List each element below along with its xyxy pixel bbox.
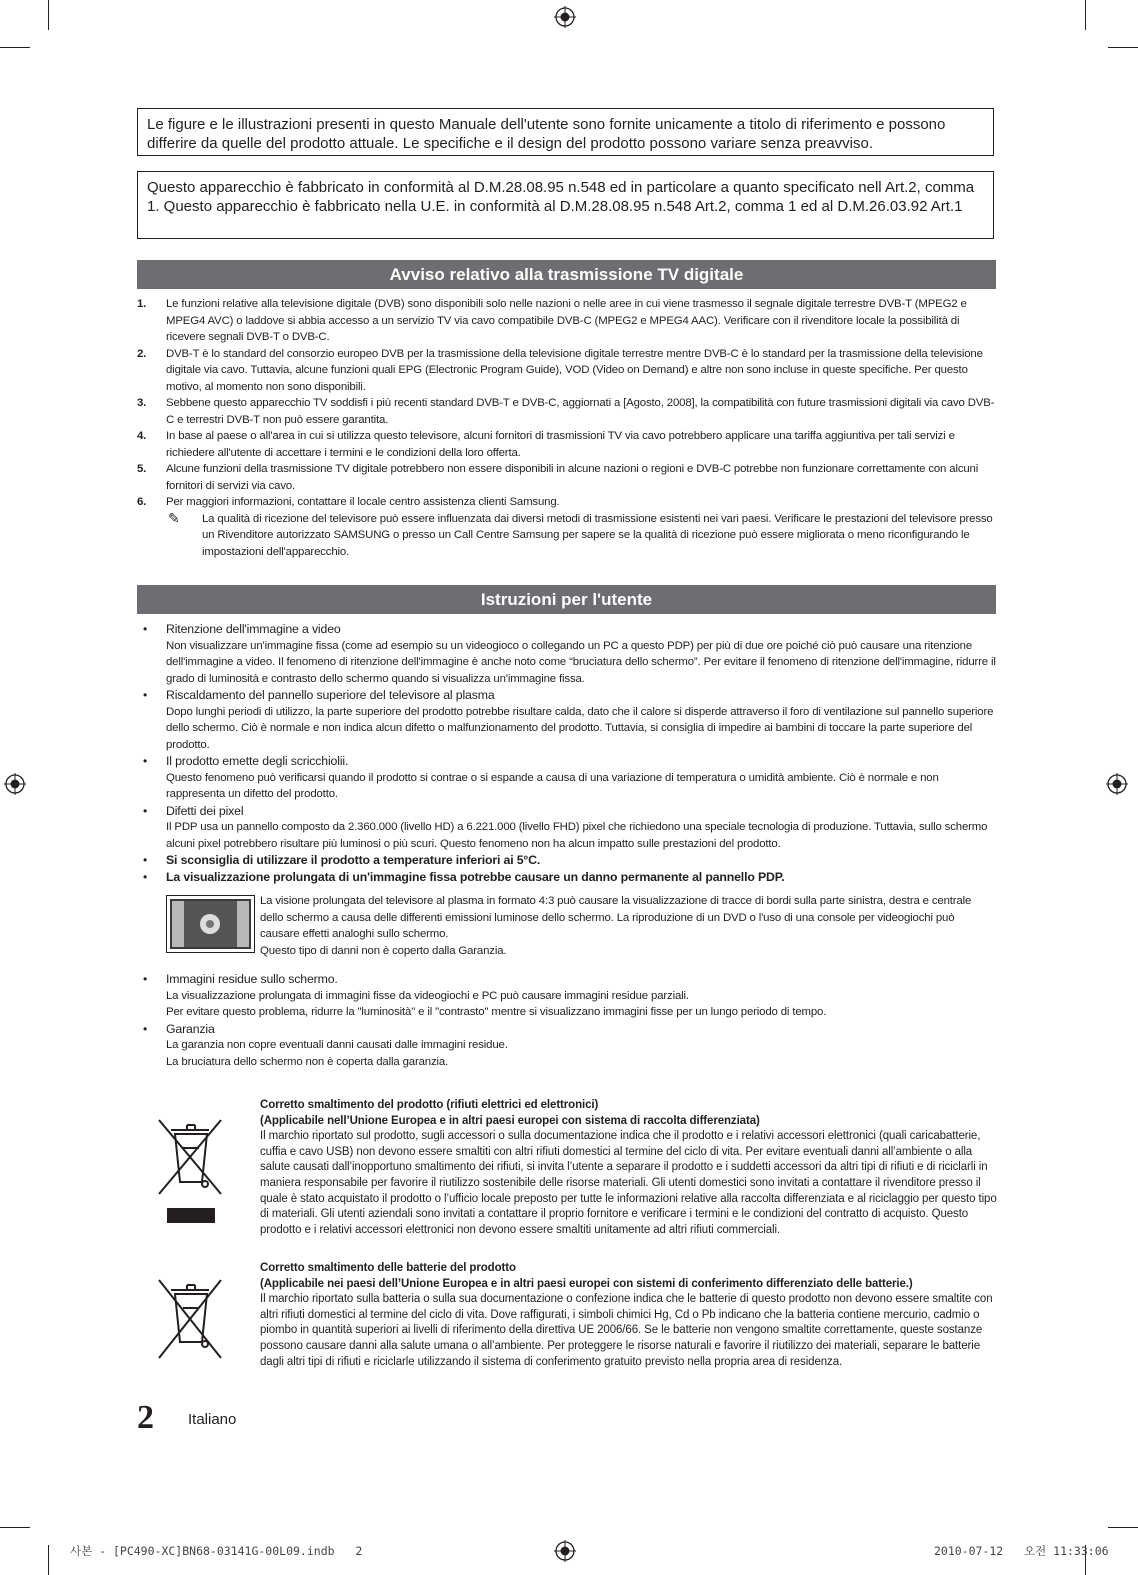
list-item: • La visualizzazione prolungata di un'immagine fissa potrebbe causare un danno permanente al pannello PDP. [137, 869, 999, 886]
list-item: • Difetti dei pixel Il PDP usa un pannello composto da 2.360.000 (livello HD) a 6.221.000 (livello FHD) pixel che richiedono una speciale tecnologia di produzione. Tuttavia, sullo schermo alcuni pixel potrebbero risultare più luminosi o più scuri. Questo fenomeno non ha alcun impatto sulle prestazioni del prodotto. [137, 803, 999, 853]
notice-text: Questo apparecchio è fabbricato in conformità al D.M.28.08.95 n.548 ed in particolare a quanto specificato nell Art.2, comma 1. Questo apparecchio è fabbricato nella U.E. in conformità al D.M.28.08.95 n.548 Art.2, comma 1 ed al D.M.26.03.92 Art.1 [147, 179, 975, 215]
list-item: • Immagini residue sullo schermo. La visualizzazione prolungata di immagini fisse da videogiochi e PC può causare immagini residue parziali. Per evitare questo problema, ridurre la "luminosità" e il "contrasto" mentre si visualizzano immagini fisse per un lungo periodo di tempo. [137, 971, 999, 1021]
list-item: 4. In base al paese o all'area in cui si utilizza questo televisore, alcuni fornitori di trasmissioni TV via cavo potrebbero applicare una tariffa aggiuntiva per tali servizi e richiedere all'utente di accettare i termini e le condizioni della loro offerta. [137, 430, 955, 459]
crop-mark [48, 1545, 49, 1575]
list-item: • Si sconsiglia di utilizzare il prodotto a temperature inferiori ai 5°C. [137, 852, 999, 869]
weee-battery-text: Corretto smaltimento delle batterie del prodotto (Applicabile nei paesi dell’Unione Europea e in altri paesi europei con sistemi di conferimento differenziato delle batterie.) Il marchio riportato sulla batteria o sulla sua documentazione o confezione indica che le batterie di questo prodotto non devono essere smaltite con altri rifiuti domestici al termine del ciclo di vita. Dove raffigurati, i simboli chimici Hg, Cd o Pb indicano che la batteria contiene mercurio, cadmio o piombo in quantità superiori ai livelli di riferimento della direttiva UE 2006/66. Se le batterie non vengono smaltite correttamente, queste sostanze possono causare danni alla salute umana o all’ambiente. Per proteggere le risorse naturali e favorire il riutilizzo dei materiali, separare le batterie dagli altri tipi di rifiuti e riciclarle utilizzando il sistema di conferimento gratuito previsto nella propria area di residenza. [260, 1262, 993, 1368]
list-item: • Riscaldamento del pannello superiore del televisore al plasma Dopo lunghi periodi di utilizzo, la parte superiore del prodotto potrebbe risultare calda, dato che il calore si disperde attraverso il foro di ventilazione sul pannello superiore dello schermo. Ciò è normale e non indica alcun difetto o malfunzionamento del prodotto. Tuttavia, si consiglia di impedire ai bambini di toccare la parte superiore del prodotto. [137, 687, 999, 753]
registration-mark-icon [1106, 773, 1128, 795]
screen-burn-note: La visione prolungata del televisore al plasma in formato 4:3 può causare la visualizzazione di tracce di bordi sulla parte sinistra, destra e centrale dello schermo a causa delle differenti emissioni luminose dello schermo. La riproduzione di un DVD o l'uso di una console per videogiochi può causare effetti analoghi sullo schermo. Questo tipo di danni non è coperto dalla Garanzia. [260, 895, 972, 957]
notice-box-figures [137, 108, 994, 156]
list-item: 5. Alcune funzioni della trasmissione TV digitale potrebbero non essere disponibili in alcune nazioni o regioni e DVB-C potrebbe non funzionare correttamente con alcuni fornitori di servizi via cavo. [137, 463, 979, 492]
print-slug-right: 2010-07-12 오전 11:33:06 [934, 1544, 1109, 1558]
list-item: • Ritenzione dell'immagine a video Non visualizzare un'immagine fissa (come ad esempio su un videogioco o collegando un PC a questo PDP) per più di due ore poiché ciò può causare una ritenzione dell'immagine a video. Il fenomeno di ritenzione dell'immagine è anche noto come “bruciatura dello schermo”. Per evitare il fenomeno di ritenzione dell'immagine, ridurre il grado di luminosità e contrasto dello schermo quando si visualizza un'immagine fissa. [137, 621, 999, 687]
section-header-user-instructions: Istruzioni per l'utente [137, 585, 996, 614]
print-slug-left: 사본 - [PC490-XC]BN68-03141G-00L09.indb 2 [70, 1544, 363, 1558]
crop-mark [48, 0, 49, 30]
notice-box-compliance [137, 171, 994, 239]
note: ✎ La qualità di ricezione del televisore può essere influenzata dai diversi metodi di trasmissione esistenti nei vari paesi. Verificare le prestazioni del televisore presso un Rivenditore autorizzato SAMSUNG o presso un Call Centre Samsung per sapere se la qualità di ricezione può essere migliorata o meno riconfigurando le impostazioni dell'apparecchio. [168, 509, 993, 558]
list-item: 1. Le funzioni relative alla televisione digitale (DVB) sono disponibili solo nelle nazioni o nelle aree in cui viene trasmesso il segnale digitale terrestre DVB-T (MPEG2 e MPEG4 AVC) o laddove si abbia accesso a un servizio TV via cavo compatibile DVB-C (MPEG2 e MPEG4 AAC). Verificare con il rivenditore locale la possibilità di ricevere segnali DVB-T o DVB-C. [137, 298, 967, 343]
user-instructions-list [137, 621, 999, 885]
list-item: 2. DVB-T è lo standard del consorzio europeo DVB per la trasmissione della televisione digitale terrestre mentre DVB-C è lo standard per la trasmissione della televisione digitale via cavo. Tuttavia, alcune funzioni quali EPG (Electronic Program Guide), VOD (Video on Demand) e altre non sono incluse in queste specifiche. Per questo motivo, al momento non sono disponibili. [137, 347, 983, 393]
note-pencil-icon: ✎ [168, 509, 180, 526]
user-instructions-list-continued [137, 971, 999, 1070]
notice-text: Le figure e le illustrazioni presenti in questo Manuale dell'utente sono fornite unicamente a titolo di riferimento e possono differire da quelle del prodotto attuale. Le specifiche e il design del prodotto possono variare senza preavviso. [147, 116, 946, 152]
crop-mark [1085, 0, 1086, 30]
crossed-bin-icon [155, 1116, 227, 1228]
section-header-digital-tv: Avviso relativo alla trasmissione TV digitale [137, 260, 996, 289]
list-item: • Il prodotto emette degli scricchiolii. Questo fenomeno può verificarsi quando il prodotto si contrae o si espande a causa di una variazione di temperatura o umidità ambiente. Ciò è normale e non rappresenta un difetto del prodotto. [137, 753, 999, 803]
crossed-battery-bin-icon [155, 1276, 227, 1366]
weee-product-text: Corretto smaltimento del prodotto (rifiuti elettrici ed elettronici) (Applicabile nell’Unione Europea e in altri paesi europei con sistema di raccolta differenziata) Il marchio riportato sul prodotto, sugli accessori o sulla documentazione indica che il prodotto e i relativi accessori elettronici (quali caricabatterie, cuffia e cavo USB) non devono essere smaltiti con altri rifiuti domestici al termine del ciclo di vita. Per evitare eventuali danni all’ambiente o alla salute causati dall’inopportuno smaltimento dei rifiuti, si invita l’utente a separare il prodotto e i suddetti accessori da altri tipi di rifiuti e di riciclarli in maniera responsabile per favorire il riutilizzo sostenibile delle risorse materiali. Gli utenti domestici sono invitati a contattare il rivenditore presso il quale è stato acquistato il prodotto o l’ufficio locale preposto per tutte le informazioni relative alla raccolta differenziata e al riciclaggio per questo tipo di materiali. Gli utenti aziendali sono invitati a contattare il proprio fornitore e verificare i termini e le condizioni del contratto di acquisto. Questo prodotto e i relativi accessori elettronici non devono essere smaltiti unitamente ad altri rifiuti commerciali. [260, 1099, 997, 1236]
crop-mark [0, 47, 30, 48]
registration-mark-icon [554, 6, 576, 28]
registration-mark-icon [554, 1540, 576, 1562]
footer-language: Italiano [188, 1411, 237, 1428]
digital-tv-list [137, 296, 999, 560]
page-number: 2 [137, 1399, 154, 1436]
list-item: 6. Per maggiori informazioni, contattare il locale centro assistenza clienti Samsung. [137, 496, 560, 508]
crop-mark [1108, 1527, 1138, 1528]
crop-mark [1108, 47, 1138, 48]
list-item: • Garanzia La garanzia non copre eventuali danni causati dalle immagini residue. La bruciatura dello schermo non è coperta dalla garanzia. [137, 1021, 999, 1071]
screen-burn-image [166, 895, 255, 953]
list-item: 3. Sebbene questo apparecchio TV soddisfi i più recenti standard DVB-T e DVB-C, aggiornati a [Agosto, 2008], la compatibilità con future trasmissioni digitali via cavo DVB-C e terrestri DVB-T non può essere garantita. [137, 397, 995, 426]
registration-mark-icon [4, 773, 26, 795]
crop-mark [0, 1527, 30, 1528]
